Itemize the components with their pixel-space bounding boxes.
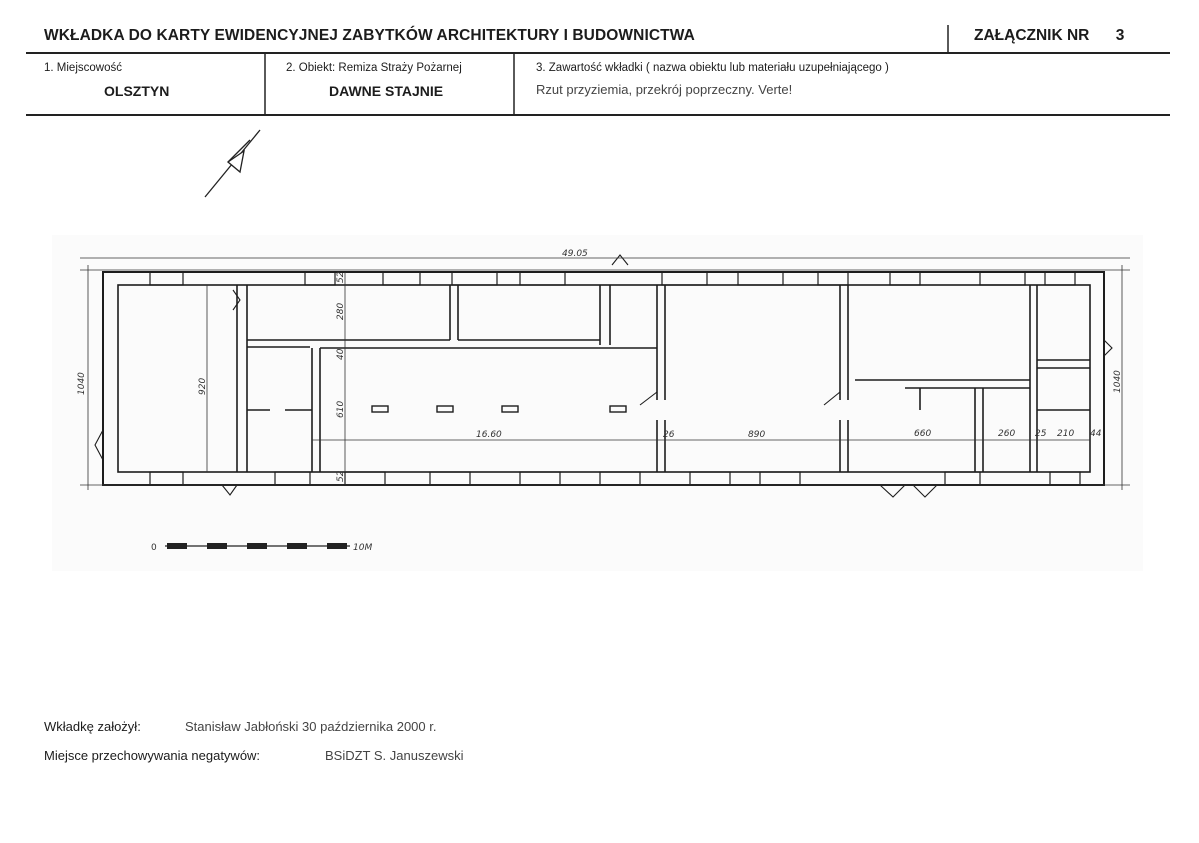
locality-label: 1. Miejscowość xyxy=(44,62,122,74)
locality-value: OLSZTYN xyxy=(104,83,170,99)
dim-overall-length: 49.05 xyxy=(562,249,588,259)
object-label: 2. Obiekt: Remiza Straży Pożarnej xyxy=(286,62,462,74)
established-value: Stanisław Jabłoński 30 października 2000 r. xyxy=(185,719,437,734)
object-value: DAWNE STAJNIE xyxy=(329,83,444,99)
north-arrow-icon xyxy=(205,130,260,197)
scale-end-label: 10M xyxy=(353,543,373,553)
dim-hall-length: 16.60 xyxy=(476,430,502,440)
document-title: WKŁADKA DO KARTY EWIDENCYJNEJ ZABYTKÓW ARCHITEKTURY I BUDOWNICTWA xyxy=(44,27,695,44)
dim-wall-bottom: 52 xyxy=(336,470,346,482)
dim-height-left: 1040 xyxy=(77,372,87,395)
contents-label: 3. Zawartość wkładki ( nazwa obiektu lub materiału uzupełniającego ) xyxy=(536,62,889,74)
dim-660: 660 xyxy=(914,429,932,439)
dim-mid-b: 610 xyxy=(336,400,346,418)
annex-label: ZAŁĄCZNIK NR xyxy=(974,27,1090,44)
scale-start-label: 0 xyxy=(151,543,157,553)
negatives-value: BSiDZT S. Januszewski xyxy=(325,748,464,763)
contents-value: Rzut przyziemia, przekrój poprzeczny. Verte! xyxy=(536,82,793,97)
dim-top-rooms: 280 xyxy=(336,302,346,320)
dim-44: 44 xyxy=(1090,429,1102,439)
negatives-label: Miejsce przechowywania negatywów: xyxy=(44,748,261,763)
dim-260: 260 xyxy=(998,429,1016,439)
dim-height-right: 1040 xyxy=(1113,370,1123,393)
dim-25: 25 xyxy=(1035,429,1047,439)
dim-890: 890 xyxy=(748,430,766,440)
annex-number: 3 xyxy=(1115,27,1125,44)
dim-inner-height: 920 xyxy=(198,377,208,395)
header-frame xyxy=(26,25,1170,115)
dim-26: 26 xyxy=(663,430,675,440)
dim-210: 210 xyxy=(1057,429,1075,439)
established-label: Wkładkę założył: xyxy=(44,719,141,734)
dim-wall-top: 52 xyxy=(336,271,346,283)
dim-mid-a: 40 xyxy=(336,348,346,360)
